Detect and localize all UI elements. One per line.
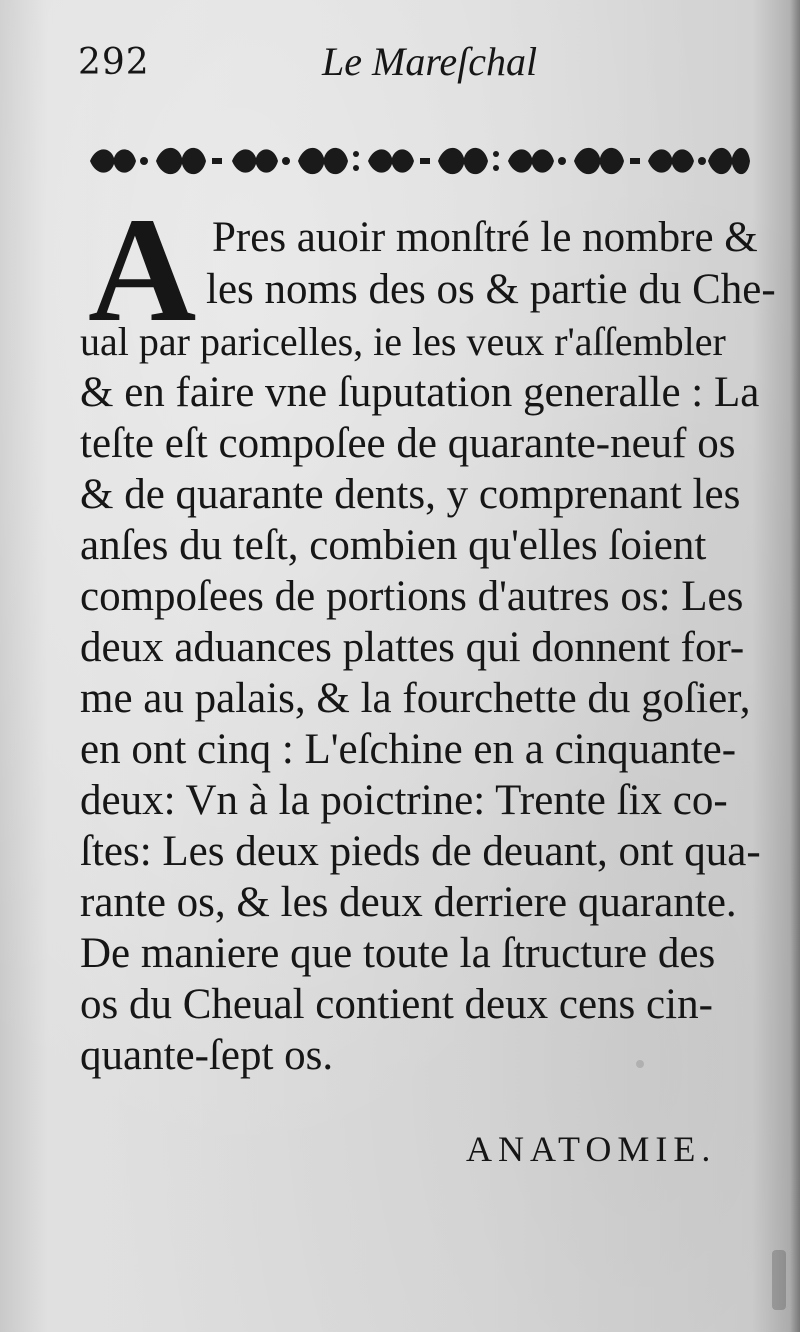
text-line-4: & en faire vne ſuputation generalle : La xyxy=(80,369,760,416)
text-line-15: De maniere que toute la ſtructure des xyxy=(80,930,716,977)
text-line-8: compoſees de portions d'autres os: Les xyxy=(80,573,744,620)
catchword: ANATOMIE. xyxy=(466,1129,717,1169)
fleuron-band-ornament-icon xyxy=(86,138,754,184)
text-line-3: ual par paricelles, ie les veux r'aſſembler xyxy=(80,319,726,364)
text-line-11: en ont cinq : L'eſchine en a cinquante- xyxy=(80,726,737,773)
ink-speck xyxy=(636,1060,644,1068)
running-title: Le Mareſchal xyxy=(322,39,538,84)
text-line-14: rante os, & les deux derriere quarante. xyxy=(80,879,737,926)
binding-shadow xyxy=(772,1250,786,1310)
text-line-7: anſes du teſt, combien qu'elles ſoient xyxy=(80,522,707,569)
text-line-9: deux aduances plattes qui donnent for- xyxy=(80,624,745,671)
text-line-13: ſtes: Les deux pieds de deuant, ont qua- xyxy=(80,828,761,875)
text-line-6: & de quarante dents, y comprenant les xyxy=(80,471,741,518)
text-line-12: deux: Vn à la poictrine: Trente ſix co- xyxy=(80,777,728,824)
text-line-5: teſte eſt compoſee de quarante-neuf os xyxy=(80,420,736,467)
text-line-10: me au palais, & la fourchette du goſier, xyxy=(80,675,751,722)
text-line-2: les noms des os & partie du Che- xyxy=(206,266,776,313)
text-line-1: Pres auoir monſtré le nombre & xyxy=(212,214,758,261)
text-line-16: os du Cheual contient deux cens cin- xyxy=(80,981,713,1028)
page-number: 292 xyxy=(78,42,150,83)
text-line-17: quante-ſept os. xyxy=(80,1032,334,1079)
page-edge-shadow xyxy=(790,0,800,1332)
drop-cap-initial: A xyxy=(88,187,197,353)
